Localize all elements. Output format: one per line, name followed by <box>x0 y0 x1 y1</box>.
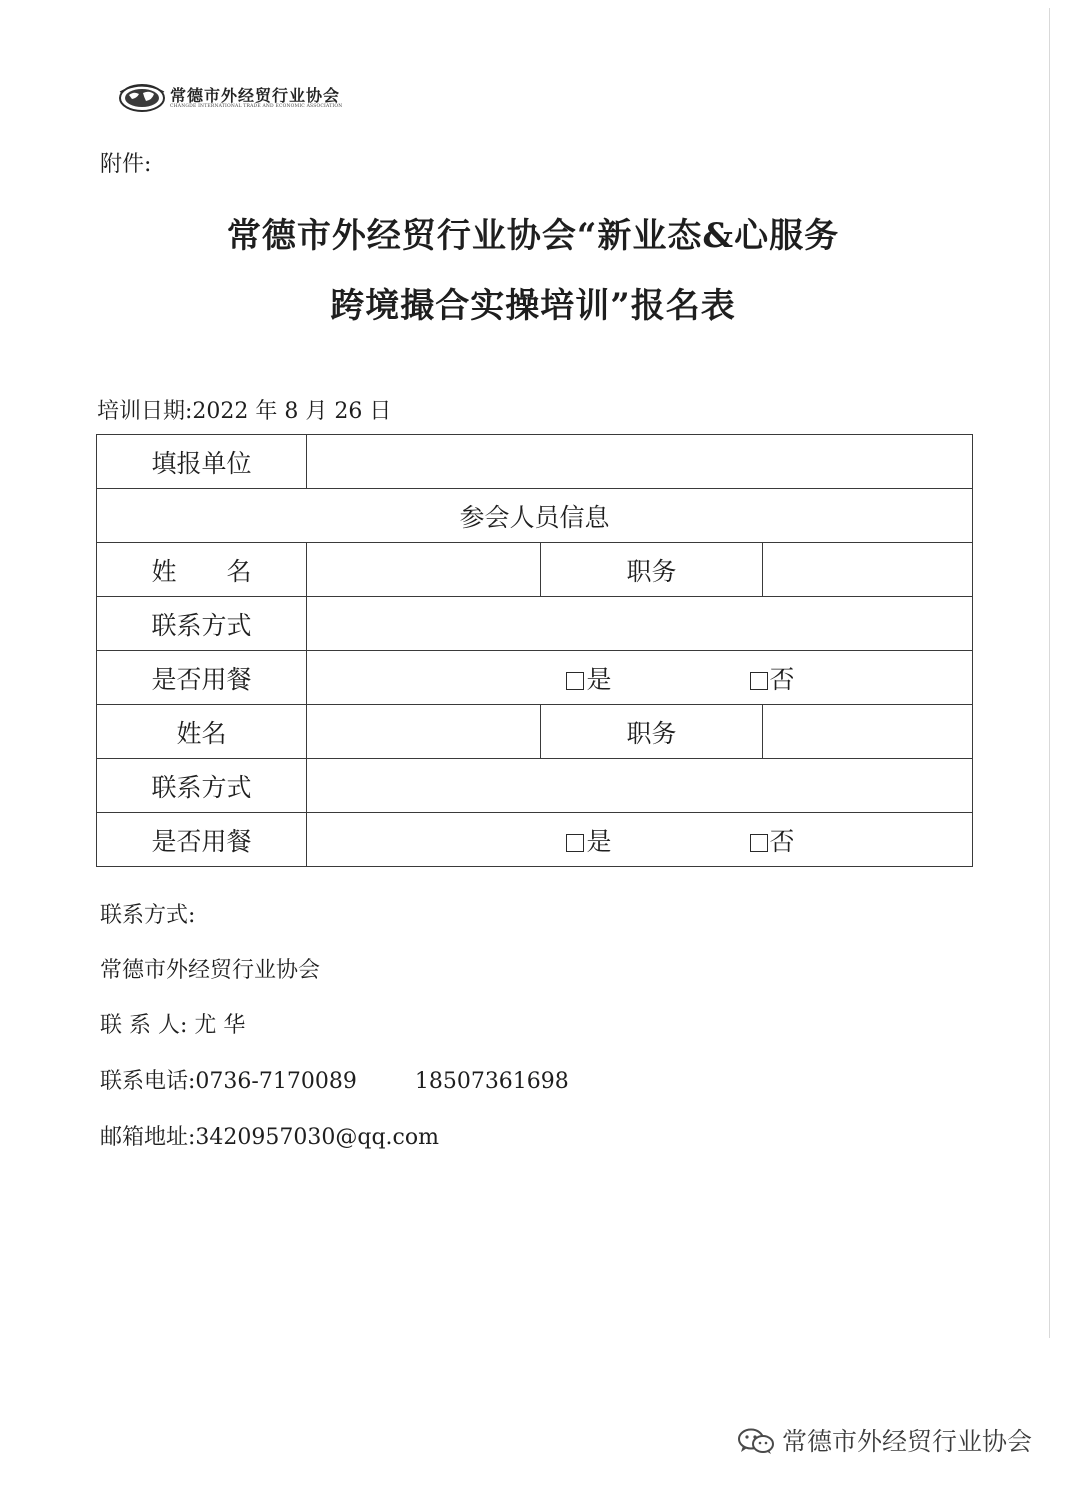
unit-label: 填报单位 <box>97 435 307 489</box>
contact-input-cell[interactable] <box>307 759 973 813</box>
wechat-icon <box>736 1427 776 1455</box>
unit-row <box>97 435 973 489</box>
participant-2-name-row <box>97 705 973 759</box>
contact-input-cell[interactable] <box>307 597 973 651</box>
participant-1-name-row <box>97 543 973 597</box>
position-label: 职务 <box>541 543 763 597</box>
meal-no-option[interactable] <box>750 827 795 856</box>
contact-label: 联系方式 <box>97 759 307 813</box>
position-input-cell[interactable] <box>763 543 973 597</box>
checkbox-icon[interactable] <box>566 834 584 852</box>
position-label: 职务 <box>541 705 763 759</box>
contact-email: 邮箱地址:3420957030@qq.com <box>100 1125 439 1150</box>
section-heading-row <box>97 489 973 543</box>
association-logo <box>118 80 348 118</box>
participant-2-contact-row <box>97 759 973 813</box>
position-input-cell[interactable] <box>763 705 973 759</box>
name-label: 姓名 <box>97 705 307 759</box>
phone-mobile: 18507361698 <box>414 1069 569 1094</box>
participant-1-meal-row <box>97 651 973 705</box>
meal-options-cell <box>307 651 973 705</box>
wechat-watermark <box>736 1422 1032 1458</box>
checkbox-icon[interactable] <box>750 834 768 852</box>
contact-person: 联 系 人: 尤 华 <box>100 1013 246 1038</box>
participant-info-heading: 参会人员信息 <box>97 489 973 543</box>
contact-heading: 联系方式: <box>100 903 196 928</box>
phone-landline: 0736-7170089 <box>195 1069 357 1094</box>
contact-organization: 常德市外经贸行业协会 <box>100 958 321 983</box>
meal-no-label: 否 <box>769 664 795 694</box>
form-title-line-1: 常德市外经贸行业协会“新业态&心服务 <box>226 216 840 256</box>
participant-2-meal-row <box>97 813 973 867</box>
meal-no-option[interactable] <box>750 665 795 694</box>
globe-emblem-icon <box>118 82 166 114</box>
meal-label: 是否用餐 <box>97 651 307 705</box>
unit-input-cell[interactable] <box>307 435 973 489</box>
phone-label: 联系电话: <box>100 1069 196 1094</box>
form-title-line-2: 跨境撮合实操培训”报名表 <box>330 286 736 326</box>
meal-no-label: 否 <box>769 826 795 856</box>
contact-phone-line <box>100 1064 569 1095</box>
contact-label: 联系方式 <box>97 597 307 651</box>
meal-yes-option[interactable] <box>566 827 611 856</box>
checkbox-icon[interactable] <box>566 672 584 690</box>
logo-name: 常德市外经贸行业协会 <box>170 86 341 105</box>
participant-1-contact-row <box>97 597 973 651</box>
training-date: 培训日期:2022 年 8 月 26 日 <box>97 399 392 424</box>
watermark-text: 常德市外经贸行业协会 <box>782 1427 1033 1456</box>
name-input-cell[interactable] <box>307 705 541 759</box>
meal-yes-label: 是 <box>586 826 612 856</box>
meal-yes-option[interactable] <box>566 665 611 694</box>
logo-subtitle: CHANGDE INTERNATIONAL TRADE AND ECONOMIC ASSOCIATION <box>170 104 343 109</box>
meal-label: 是否用餐 <box>97 813 307 867</box>
meal-yes-label: 是 <box>586 664 612 694</box>
checkbox-icon[interactable] <box>750 672 768 690</box>
registration-form-table <box>96 434 973 867</box>
meal-options-cell <box>307 813 973 867</box>
name-input-cell[interactable] <box>307 543 541 597</box>
attachment-label: 附件: <box>100 152 152 177</box>
name-label: 姓 名 <box>97 543 307 597</box>
